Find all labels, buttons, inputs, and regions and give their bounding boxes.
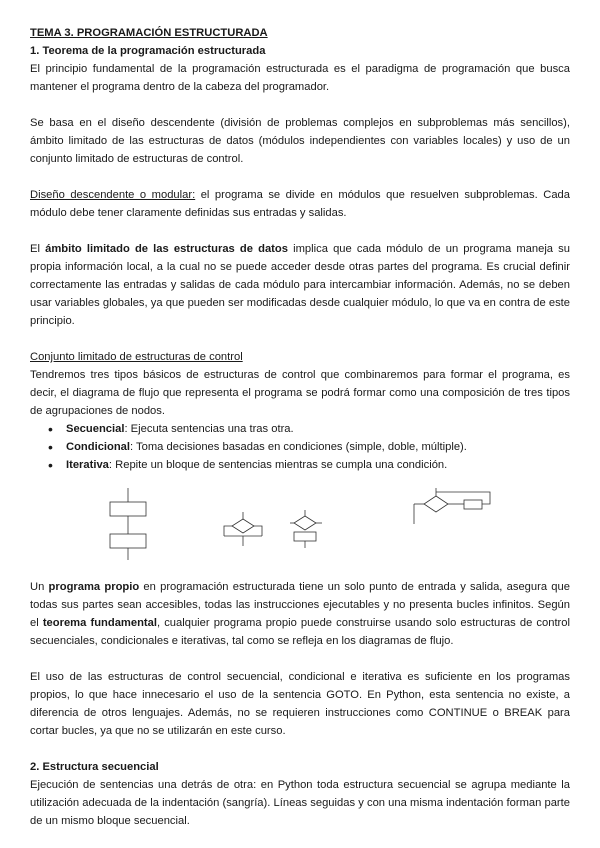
paragraph-sequential: Ejecución de sentencias una detrás de otra: en Python toda estructura secuencial se agrupa mediante la utilización adecuada de la indentación (sangría). Líneas seguidas y con una misma indentación forman parte de un mismo bloque secuencial. <box>30 779 570 827</box>
paragraph-principle: El principio fundamental de la programación estructurada es el paradigma de programación que busca mantener el programa dentro de la cabeza del programador. <box>30 63 570 93</box>
section-2-heading: 2. Estructura secuencial <box>30 761 159 773</box>
paragraph-basis: Se basa en el diseño descendente (división de problemas complejos en subproblemas más sencillos), ámbito limitado de las estructuras de datos (módulos independientes con variables locales) y uso de un conjunto limitado de estructuras de control. <box>30 117 570 165</box>
paragraph-goto: El uso de las estructuras de control secuencial, condicional e iterativa es suficiente en los programas propios, lo que hace innecesario el uso de la sentencia GOTO. En Python, esta sentencia no existe, a diferencia de otros lenguajes. Además, no se requieren instrucciones como CONTINUE o BREAK para cortar bucles, ya que no se utilizarán en este curso. <box>30 671 570 737</box>
section-1-heading: 1. Teorema de la programación estructurada <box>30 45 266 57</box>
list-item: • Condicional: Toma decisiones basadas en condiciones (simple, doble, múltiple). <box>66 438 570 456</box>
modular-design-label: Diseño descendente o modular: <box>30 189 196 201</box>
data-scope-term: ámbito limitado de las estructuras de datos <box>45 243 288 255</box>
paragraph-control-structures: Tendremos tres tipos básicos de estructuras de control que combinaremos para formar el programa, es decir, el diagrama de flujo que representa el programa se podrá formar como una composición de tres tipos de agrupaciones de nodos. <box>30 369 570 417</box>
document-title: TEMA 3. PROGRAMACIÓN ESTRUCTURADA <box>30 27 268 39</box>
flow-diagrams-figure <box>30 474 570 578</box>
sequential-diagram <box>110 488 146 560</box>
control-structures-list <box>30 420 570 474</box>
paragraph-data-scope: El ámbito limitado de las estructuras de datos implica que cada módulo de un programa maneja su propia información local, a la cual no se puede acceder desde otras partes del programa. Es crucial definir correctamente las entradas y salidas de cada módulo para intercambiar información. Además, no se deben usar variables globales, ya que pueden ser modificadas desde cualquier módulo, lo que va en contra de este principio. <box>30 243 570 327</box>
flow-diagrams <box>30 474 570 578</box>
control-structures-subheading: Conjunto limitado de estructuras de control <box>30 351 243 363</box>
iterative-diagram <box>414 488 490 524</box>
conditional-diagram-simple <box>224 512 262 546</box>
paragraph-proper-program: Un programa propio en programación estructurada tiene un solo punto de entrada y salida, asegura que todas sus partes sean accesibles, todas las instrucciones ejecutables y no presenta bucles infinitos. Según el teorema fundamental, cualquier programa propio puede construirse usando solo estructuras de control secuenciales, condicionales e iterativas, tal como se refleja en los diagramas de flujo. <box>30 581 570 647</box>
conditional-diagram-double <box>290 510 322 548</box>
paragraph-modular-design: Diseño descendente o modular: el programa se divide en módulos que resuelven subproblemas. Cada módulo debe tener claramente definidas sus entradas y salidas. <box>30 189 570 219</box>
list-item: • Iterativa: Repite un bloque de sentencias mientras se cumpla una condición. <box>66 456 570 474</box>
list-item: • Secuencial: Ejecuta sentencias una tras otra. <box>66 420 570 438</box>
